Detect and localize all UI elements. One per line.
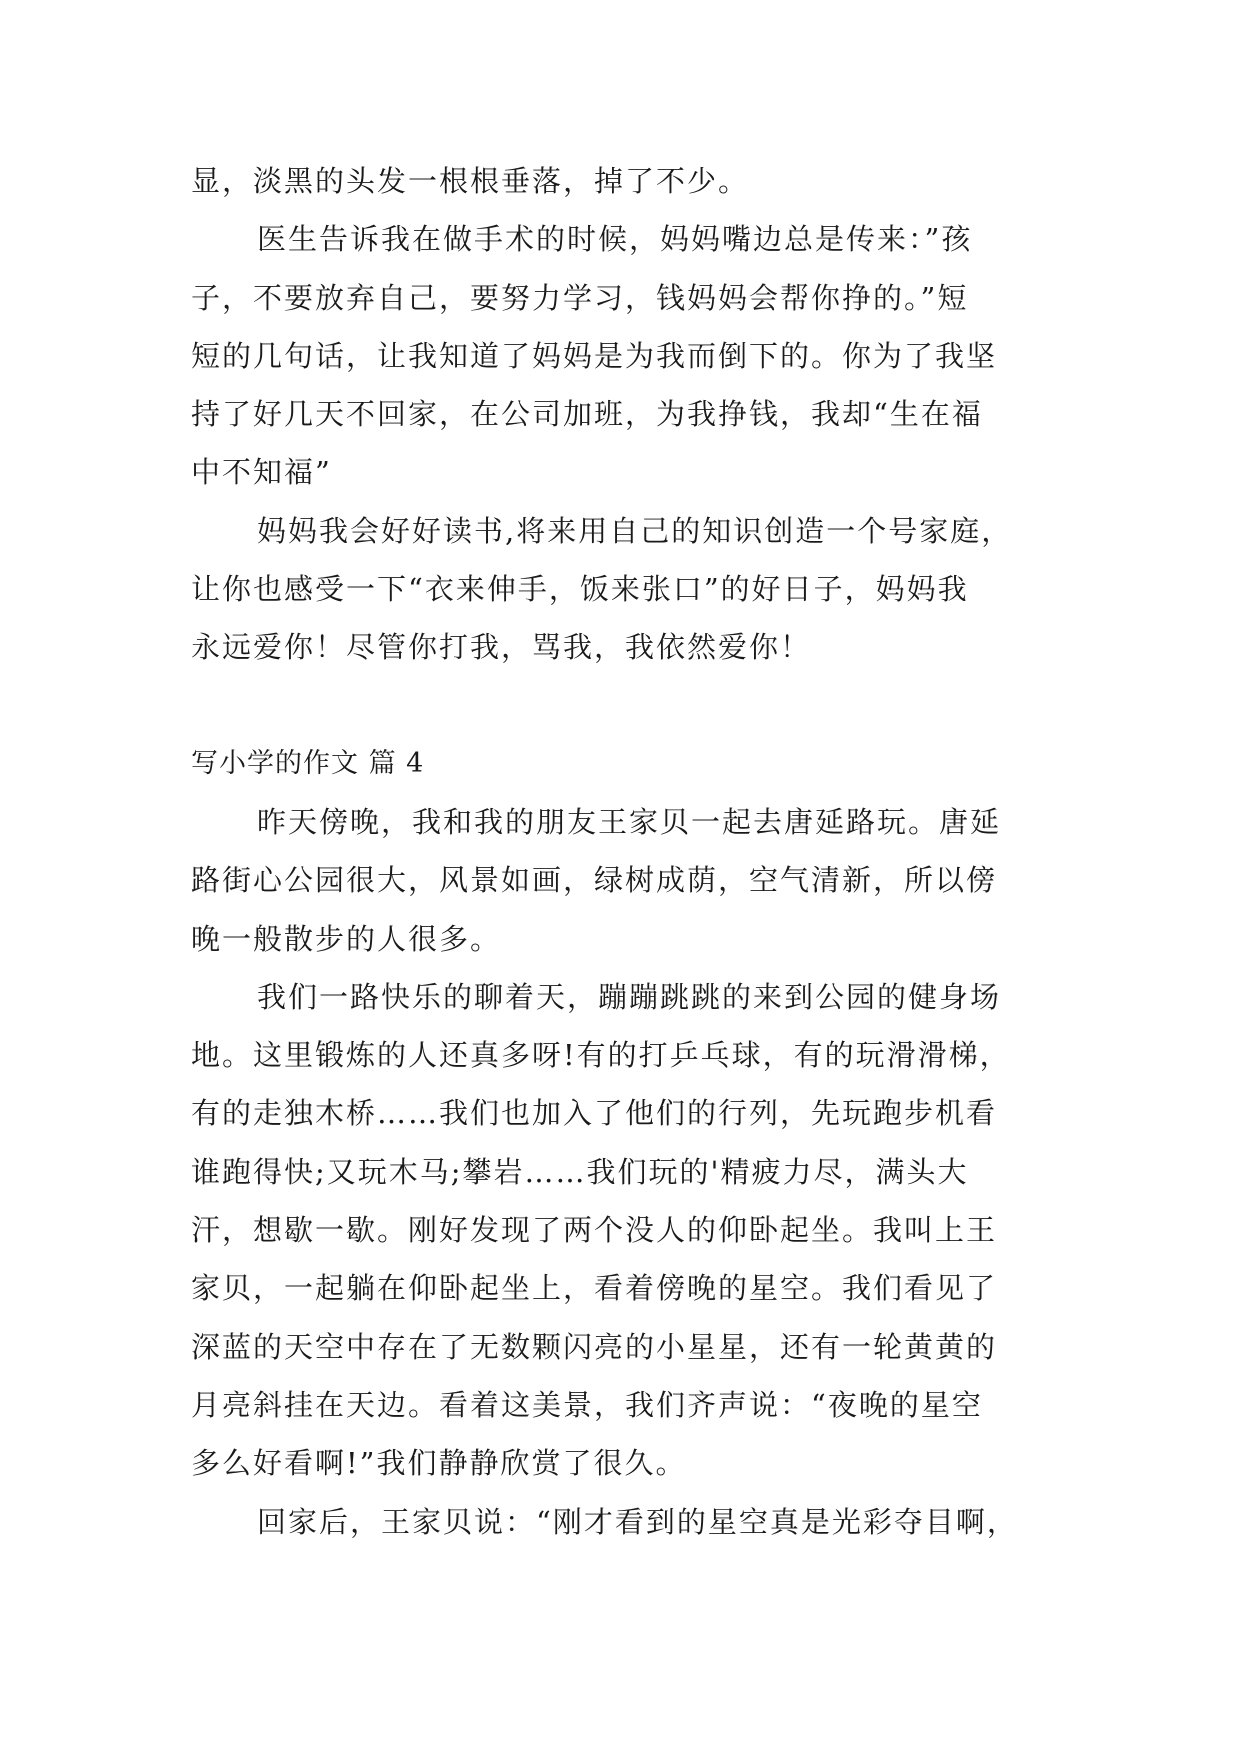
paragraph-line: 多么好看啊!”我们静静欣赏了很久。: [191, 1446, 687, 1481]
paragraph-line: 短的几句话，让我知道了妈妈是为我而倒下的。你为了我坚: [191, 338, 998, 373]
paragraph-line: 有的走独木桥……我们也加入了他们的行列，先玩跑步机看: [191, 1096, 998, 1131]
paragraph-line: 地。这里锻炼的人还真多呀!有的打乒乓球，有的玩滑滑梯，: [191, 1038, 1011, 1073]
paragraph-line: 持了好几天不回家，在公司加班，为我挣钱，我却“生在福: [191, 397, 983, 432]
section-spacer: [191, 677, 1051, 735]
paragraph-line: 路街心公园很大，风景如画，绿树成荫，空气清新，所以傍: [191, 863, 998, 898]
paragraph-line: 晚一般散步的人很多。: [191, 921, 502, 956]
paragraph-line: 中不知福”: [191, 455, 332, 490]
paragraph-line: 家贝，一起躺在仰卧起坐上，看着傍晚的星空。我们看见了: [191, 1271, 998, 1306]
paragraph-line: 永远爱你！尽管你打我，骂我，我依然爱你！: [191, 630, 812, 665]
paragraph-line: 子，不要放弃自己，要努力学习，钱妈妈会帮你挣的。”短: [191, 280, 969, 315]
paragraph-line: 汗，想歇一歇。刚好发现了两个没人的仰卧起坐。我叫上王: [191, 1213, 998, 1248]
paragraph-line: 医生告诉我在做手术的时候，妈妈嘴边总是传来：”孩: [257, 222, 973, 257]
paragraph-line: 回家后，王家贝说：“刚才看到的星空真是光彩夺目啊，: [257, 1504, 1018, 1539]
paragraph-line: 深蓝的天空中存在了无数颗闪亮的小星星，还有一轮黄黄的: [191, 1329, 998, 1364]
paragraph-line: 月亮斜挂在天边。看着这美景，我们齐声说：“夜晚的星空: [191, 1387, 983, 1422]
paragraph-line: 妈妈我会好好读书,将来用自己的知识创造一个号家庭，: [257, 513, 1013, 548]
paragraph-line: 我们一路快乐的聊着天，蹦蹦跳跳的来到公园的健身场: [257, 979, 1002, 1014]
paragraph-line: 昨天傍晚，我和我的朋友王家贝一起去唐延路玩。唐延: [257, 804, 1002, 839]
paragraph-line: 谁跑得快;又玩木马;攀岩……我们玩的'精疲力尽，满头大: [191, 1154, 969, 1189]
paragraph-line: 显，淡黑的头发一根根垂落，掉了不少。: [191, 164, 750, 198]
document-body: [191, 152, 1051, 1551]
section-heading: 写小学的作文 篇 4: [191, 747, 425, 779]
paragraph-line: 让你也感受一下“衣来伸手，饭来张口”的好日子，妈妈我: [191, 572, 969, 607]
